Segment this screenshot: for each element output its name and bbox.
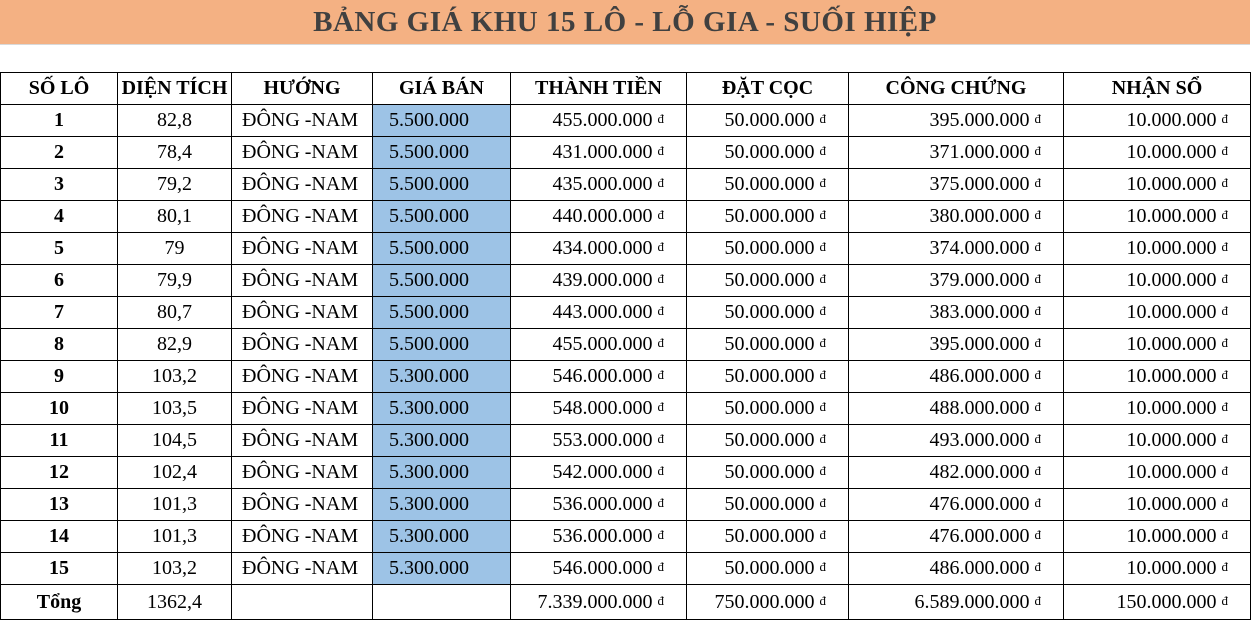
currency-symbol: đ bbox=[657, 431, 664, 446]
cell-deposit[interactable] bbox=[687, 137, 849, 169]
cell-receive-book-value: 10.000.000 bbox=[1126, 237, 1217, 259]
cell-total-value: 435.000.000 bbox=[552, 173, 653, 195]
page-title: BẢNG GIÁ KHU 15 LÔ - LỖ GIA - SUỐI HIỆP bbox=[313, 5, 937, 38]
totals-price-empty[interactable] bbox=[373, 585, 511, 620]
currency-symbol: đ bbox=[1034, 527, 1041, 542]
cell-notary[interactable] bbox=[849, 297, 1064, 329]
cell-notary-value: 486.000.000 bbox=[929, 557, 1030, 579]
cell-area[interactable]: 104,5 bbox=[118, 425, 232, 457]
currency-symbol: đ bbox=[819, 367, 826, 382]
cell-lot[interactable]: 11 bbox=[1, 425, 118, 457]
currency-symbol: đ bbox=[819, 175, 826, 190]
header-total[interactable]: THÀNH TIỀN bbox=[511, 73, 687, 105]
cell-receive-book[interactable] bbox=[1064, 265, 1251, 297]
cell-notary[interactable] bbox=[849, 329, 1064, 361]
cell-receive-book-value: 10.000.000 bbox=[1126, 269, 1217, 291]
cell-total-value: 548.000.000 bbox=[552, 397, 653, 419]
cell-deposit-value: 50.000.000 bbox=[724, 237, 815, 259]
cell-total-value: 443.000.000 bbox=[552, 301, 653, 323]
cell-price[interactable]: 5.500.000 bbox=[373, 137, 511, 169]
cell-total[interactable] bbox=[511, 393, 687, 425]
cell-notary-value: 482.000.000 bbox=[929, 461, 1030, 483]
cell-lot[interactable]: 12 bbox=[1, 457, 118, 489]
totals-row bbox=[1, 585, 1251, 620]
cell-notary[interactable] bbox=[849, 201, 1064, 233]
cell-receive-book-value: 10.000.000 bbox=[1126, 173, 1217, 195]
header-row bbox=[1, 73, 1251, 105]
cell-total[interactable] bbox=[511, 361, 687, 393]
currency-symbol: đ bbox=[819, 527, 826, 542]
cell-area[interactable]: 79,9 bbox=[118, 265, 232, 297]
currency-symbol: đ bbox=[657, 495, 664, 510]
table-body bbox=[1, 105, 1251, 585]
cell-total[interactable] bbox=[511, 265, 687, 297]
currency-symbol: đ bbox=[1034, 303, 1041, 318]
cell-receive-book-value: 10.000.000 bbox=[1126, 557, 1217, 579]
cell-price[interactable]: 5.300.000 bbox=[373, 393, 511, 425]
cell-notary[interactable] bbox=[849, 553, 1064, 585]
table-row bbox=[1, 265, 1251, 297]
cell-lot[interactable]: 2 bbox=[1, 137, 118, 169]
cell-price[interactable]: 5.500.000 bbox=[373, 201, 511, 233]
table-row bbox=[1, 457, 1251, 489]
cell-receive-book[interactable] bbox=[1064, 233, 1251, 265]
cell-price[interactable]: 5.500.000 bbox=[373, 297, 511, 329]
cell-deposit[interactable] bbox=[687, 361, 849, 393]
cell-total[interactable] bbox=[511, 425, 687, 457]
cell-price[interactable]: 5.500.000 bbox=[373, 105, 511, 137]
cell-direction[interactable]: ĐÔNG -NAM bbox=[232, 425, 373, 457]
cell-total[interactable] bbox=[511, 233, 687, 265]
currency-symbol: đ bbox=[657, 463, 664, 478]
cell-area[interactable]: 80,1 bbox=[118, 201, 232, 233]
cell-direction[interactable]: ĐÔNG -NAM bbox=[232, 265, 373, 297]
cell-deposit-value: 50.000.000 bbox=[724, 429, 815, 451]
cell-direction[interactable]: ĐÔNG -NAM bbox=[232, 361, 373, 393]
table-row bbox=[1, 489, 1251, 521]
cell-deposit[interactable] bbox=[687, 329, 849, 361]
cell-lot[interactable]: 5 bbox=[1, 233, 118, 265]
cell-total[interactable] bbox=[511, 105, 687, 137]
cell-direction[interactable]: ĐÔNG -NAM bbox=[232, 137, 373, 169]
cell-notary[interactable] bbox=[849, 265, 1064, 297]
cell-receive-book-value: 10.000.000 bbox=[1126, 109, 1217, 131]
cell-receive-book-value: 10.000.000 bbox=[1126, 301, 1217, 323]
cell-receive-book-value: 10.000.000 bbox=[1126, 397, 1217, 419]
header-receive-book[interactable]: NHẬN SỔ bbox=[1064, 73, 1251, 105]
currency-symbol: đ bbox=[657, 592, 664, 608]
cell-area[interactable]: 103,2 bbox=[118, 361, 232, 393]
cell-direction[interactable]: ĐÔNG -NAM bbox=[232, 233, 373, 265]
cell-receive-book[interactable] bbox=[1064, 553, 1251, 585]
currency-symbol: đ bbox=[819, 463, 826, 478]
cell-notary-value: 486.000.000 bbox=[929, 365, 1030, 387]
table-row bbox=[1, 329, 1251, 361]
cell-lot[interactable]: 7 bbox=[1, 297, 118, 329]
price-table bbox=[0, 72, 1251, 620]
cell-direction[interactable]: ĐÔNG -NAM bbox=[232, 297, 373, 329]
currency-symbol: đ bbox=[1221, 367, 1228, 382]
currency-symbol: đ bbox=[1034, 399, 1041, 414]
cell-notary[interactable] bbox=[849, 489, 1064, 521]
cell-total-value: 553.000.000 bbox=[552, 429, 653, 451]
cell-receive-book[interactable] bbox=[1064, 457, 1251, 489]
currency-symbol: đ bbox=[657, 367, 664, 382]
currency-symbol: đ bbox=[1221, 463, 1228, 478]
cell-notary-value: 476.000.000 bbox=[929, 525, 1030, 547]
currency-symbol: đ bbox=[1221, 495, 1228, 510]
cell-area[interactable]: 80,7 bbox=[118, 297, 232, 329]
currency-symbol: đ bbox=[1221, 239, 1228, 254]
cell-direction[interactable]: ĐÔNG -NAM bbox=[232, 169, 373, 201]
cell-total[interactable] bbox=[511, 553, 687, 585]
cell-lot[interactable]: 8 bbox=[1, 329, 118, 361]
totals-notary[interactable] bbox=[849, 585, 1064, 620]
cell-price[interactable]: 5.500.000 bbox=[373, 233, 511, 265]
cell-total[interactable] bbox=[511, 297, 687, 329]
currency-symbol: đ bbox=[819, 592, 826, 608]
cell-total-value: 542.000.000 bbox=[552, 461, 653, 483]
currency-symbol: đ bbox=[657, 335, 664, 350]
header-deposit[interactable]: ĐẶT CỌC bbox=[687, 73, 849, 105]
cell-receive-book-value: 10.000.000 bbox=[1126, 141, 1217, 163]
cell-total[interactable] bbox=[511, 521, 687, 553]
cell-notary[interactable] bbox=[849, 169, 1064, 201]
cell-deposit-value: 50.000.000 bbox=[724, 493, 815, 515]
cell-receive-book-value: 10.000.000 bbox=[1126, 333, 1217, 355]
cell-area[interactable]: 79 bbox=[118, 233, 232, 265]
cell-price[interactable]: 5.300.000 bbox=[373, 553, 511, 585]
totals-receive-book[interactable] bbox=[1064, 585, 1251, 620]
cell-deposit-value: 50.000.000 bbox=[724, 333, 815, 355]
cell-direction[interactable]: ĐÔNG -NAM bbox=[232, 393, 373, 425]
cell-receive-book[interactable] bbox=[1064, 489, 1251, 521]
currency-symbol: đ bbox=[1034, 592, 1041, 608]
cell-notary[interactable] bbox=[849, 361, 1064, 393]
cell-area[interactable]: 101,3 bbox=[118, 521, 232, 553]
currency-symbol: đ bbox=[1221, 303, 1228, 318]
cell-receive-book[interactable] bbox=[1064, 137, 1251, 169]
cell-receive-book[interactable] bbox=[1064, 393, 1251, 425]
currency-symbol: đ bbox=[819, 271, 826, 286]
currency-symbol: đ bbox=[1221, 143, 1228, 158]
cell-receive-book[interactable] bbox=[1064, 361, 1251, 393]
cell-lot[interactable]: 3 bbox=[1, 169, 118, 201]
cell-notary[interactable] bbox=[849, 457, 1064, 489]
totals-deposit-value: 750.000.000 bbox=[714, 590, 815, 613]
cell-area[interactable]: 103,5 bbox=[118, 393, 232, 425]
cell-deposit[interactable] bbox=[687, 457, 849, 489]
currency-symbol: đ bbox=[1034, 175, 1041, 190]
cell-direction[interactable]: ĐÔNG -NAM bbox=[232, 489, 373, 521]
currency-symbol: đ bbox=[1034, 367, 1041, 382]
cell-deposit[interactable] bbox=[687, 105, 849, 137]
cell-deposit[interactable] bbox=[687, 393, 849, 425]
currency-symbol: đ bbox=[1034, 463, 1041, 478]
currency-symbol: đ bbox=[657, 303, 664, 318]
cell-deposit[interactable] bbox=[687, 201, 849, 233]
currency-symbol: đ bbox=[657, 559, 664, 574]
table-row bbox=[1, 137, 1251, 169]
currency-symbol: đ bbox=[1221, 592, 1228, 608]
cell-total[interactable] bbox=[511, 169, 687, 201]
currency-symbol: đ bbox=[1034, 559, 1041, 574]
currency-symbol: đ bbox=[1221, 527, 1228, 542]
cell-total-value: 536.000.000 bbox=[552, 493, 653, 515]
cell-deposit-value: 50.000.000 bbox=[724, 525, 815, 547]
currency-symbol: đ bbox=[819, 399, 826, 414]
cell-area[interactable]: 102,4 bbox=[118, 457, 232, 489]
cell-notary[interactable] bbox=[849, 137, 1064, 169]
cell-notary-value: 395.000.000 bbox=[929, 333, 1030, 355]
cell-total-value: 455.000.000 bbox=[552, 109, 653, 131]
cell-receive-book-value: 10.000.000 bbox=[1126, 205, 1217, 227]
cell-receive-book-value: 10.000.000 bbox=[1126, 429, 1217, 451]
cell-notary-value: 493.000.000 bbox=[929, 429, 1030, 451]
cell-deposit-value: 50.000.000 bbox=[724, 365, 815, 387]
cell-direction[interactable]: ĐÔNG -NAM bbox=[232, 105, 373, 137]
currency-symbol: đ bbox=[1034, 271, 1041, 286]
currency-symbol: đ bbox=[1034, 143, 1041, 158]
cell-direction[interactable]: ĐÔNG -NAM bbox=[232, 457, 373, 489]
cell-deposit-value: 50.000.000 bbox=[724, 461, 815, 483]
currency-symbol: đ bbox=[657, 239, 664, 254]
cell-notary[interactable] bbox=[849, 393, 1064, 425]
cell-lot[interactable]: 9 bbox=[1, 361, 118, 393]
cell-total-value: 536.000.000 bbox=[552, 525, 653, 547]
currency-symbol: đ bbox=[1221, 559, 1228, 574]
totals-deposit[interactable] bbox=[687, 585, 849, 620]
table-row bbox=[1, 169, 1251, 201]
currency-symbol: đ bbox=[1034, 207, 1041, 222]
currency-symbol: đ bbox=[1034, 239, 1041, 254]
cell-lot[interactable]: 13 bbox=[1, 489, 118, 521]
currency-symbol: đ bbox=[657, 271, 664, 286]
cell-total-value: 439.000.000 bbox=[552, 269, 653, 291]
cell-area[interactable]: 82,8 bbox=[118, 105, 232, 137]
cell-direction[interactable]: ĐÔNG -NAM bbox=[232, 201, 373, 233]
cell-total[interactable] bbox=[511, 329, 687, 361]
cell-notary-value: 374.000.000 bbox=[929, 237, 1030, 259]
cell-area[interactable]: 103,2 bbox=[118, 553, 232, 585]
currency-symbol: đ bbox=[1221, 175, 1228, 190]
cell-notary-value: 371.000.000 bbox=[929, 141, 1030, 163]
currency-symbol: đ bbox=[819, 143, 826, 158]
cell-total-value: 431.000.000 bbox=[552, 141, 653, 163]
cell-receive-book[interactable] bbox=[1064, 105, 1251, 137]
cell-total-value: 440.000.000 bbox=[552, 205, 653, 227]
currency-symbol: đ bbox=[657, 143, 664, 158]
cell-total[interactable] bbox=[511, 457, 687, 489]
cell-notary-value: 383.000.000 bbox=[929, 301, 1030, 323]
cell-deposit-value: 50.000.000 bbox=[724, 205, 815, 227]
currency-symbol: đ bbox=[657, 207, 664, 222]
cell-area[interactable]: 79,2 bbox=[118, 169, 232, 201]
table-row bbox=[1, 521, 1251, 553]
cell-lot[interactable]: 10 bbox=[1, 393, 118, 425]
cell-notary-value: 375.000.000 bbox=[929, 173, 1030, 195]
cell-direction[interactable]: ĐÔNG -NAM bbox=[232, 329, 373, 361]
currency-symbol: đ bbox=[819, 495, 826, 510]
currency-symbol: đ bbox=[819, 111, 826, 126]
cell-notary[interactable] bbox=[849, 105, 1064, 137]
table-row bbox=[1, 425, 1251, 457]
cell-total[interactable] bbox=[511, 489, 687, 521]
cell-total-value: 434.000.000 bbox=[552, 237, 653, 259]
currency-symbol: đ bbox=[1034, 431, 1041, 446]
cell-receive-book[interactable] bbox=[1064, 169, 1251, 201]
cell-price[interactable]: 5.300.000 bbox=[373, 425, 511, 457]
cell-price[interactable]: 5.500.000 bbox=[373, 265, 511, 297]
cell-total-value: 455.000.000 bbox=[552, 333, 653, 355]
totals-direction-empty[interactable] bbox=[232, 585, 373, 620]
cell-deposit[interactable] bbox=[687, 169, 849, 201]
cell-notary-value: 476.000.000 bbox=[929, 493, 1030, 515]
cell-receive-book[interactable] bbox=[1064, 425, 1251, 457]
cell-deposit-value: 50.000.000 bbox=[724, 301, 815, 323]
table-row bbox=[1, 393, 1251, 425]
cell-notary-value: 488.000.000 bbox=[929, 397, 1030, 419]
cell-total-value: 546.000.000 bbox=[552, 365, 653, 387]
cell-area[interactable]: 101,3 bbox=[118, 489, 232, 521]
cell-price[interactable]: 5.300.000 bbox=[373, 457, 511, 489]
cell-deposit[interactable] bbox=[687, 265, 849, 297]
cell-deposit[interactable] bbox=[687, 521, 849, 553]
cell-receive-book[interactable] bbox=[1064, 297, 1251, 329]
cell-lot[interactable]: 4 bbox=[1, 201, 118, 233]
cell-area[interactable]: 82,9 bbox=[118, 329, 232, 361]
currency-symbol: đ bbox=[657, 527, 664, 542]
currency-symbol: đ bbox=[819, 431, 826, 446]
currency-symbol: đ bbox=[1034, 495, 1041, 510]
cell-deposit[interactable] bbox=[687, 489, 849, 521]
currency-symbol: đ bbox=[1221, 335, 1228, 350]
totals-label[interactable]: Tổng bbox=[1, 585, 118, 620]
cell-notary-value: 380.000.000 bbox=[929, 205, 1030, 227]
cell-receive-book-value: 10.000.000 bbox=[1126, 493, 1217, 515]
cell-receive-book-value: 10.000.000 bbox=[1126, 525, 1217, 547]
currency-symbol: đ bbox=[1034, 335, 1041, 350]
cell-direction[interactable]: ĐÔNG -NAM bbox=[232, 521, 373, 553]
cell-notary[interactable] bbox=[849, 233, 1064, 265]
currency-symbol: đ bbox=[657, 175, 664, 190]
cell-price[interactable]: 5.300.000 bbox=[373, 521, 511, 553]
currency-symbol: đ bbox=[1221, 271, 1228, 286]
cell-receive-book[interactable] bbox=[1064, 521, 1251, 553]
cell-notary-value: 395.000.000 bbox=[929, 109, 1030, 131]
currency-symbol: đ bbox=[819, 207, 826, 222]
totals-total[interactable] bbox=[511, 585, 687, 620]
currency-symbol: đ bbox=[1221, 399, 1228, 414]
totals-notary-value: 6.589.000.000 bbox=[914, 590, 1030, 613]
cell-total[interactable] bbox=[511, 201, 687, 233]
cell-deposit-value: 50.000.000 bbox=[724, 109, 815, 131]
table-row bbox=[1, 105, 1251, 137]
cell-deposit[interactable] bbox=[687, 297, 849, 329]
table-row bbox=[1, 361, 1251, 393]
cell-deposit-value: 50.000.000 bbox=[724, 141, 815, 163]
title-banner[interactable] bbox=[0, 0, 1250, 45]
cell-notary[interactable] bbox=[849, 521, 1064, 553]
currency-symbol: đ bbox=[657, 111, 664, 126]
cell-total[interactable] bbox=[511, 137, 687, 169]
cell-price[interactable]: 5.300.000 bbox=[373, 489, 511, 521]
header-notary[interactable]: CÔNG CHỨNG bbox=[849, 73, 1064, 105]
cell-deposit[interactable] bbox=[687, 233, 849, 265]
currency-symbol: đ bbox=[819, 239, 826, 254]
header-area[interactable]: DIỆN TÍCH bbox=[118, 73, 232, 105]
currency-symbol: đ bbox=[819, 303, 826, 318]
cell-notary-value: 379.000.000 bbox=[929, 269, 1030, 291]
cell-area[interactable]: 78,4 bbox=[118, 137, 232, 169]
currency-symbol: đ bbox=[1034, 111, 1041, 126]
table-row bbox=[1, 553, 1251, 585]
cell-price[interactable]: 5.300.000 bbox=[373, 361, 511, 393]
blank-row[interactable] bbox=[0, 45, 1250, 72]
header-price[interactable]: GIÁ BÁN bbox=[373, 73, 511, 105]
cell-lot[interactable]: 1 bbox=[1, 105, 118, 137]
cell-receive-book-value: 10.000.000 bbox=[1126, 365, 1217, 387]
cell-price[interactable]: 5.500.000 bbox=[373, 169, 511, 201]
currency-symbol: đ bbox=[1221, 207, 1228, 222]
header-lot[interactable]: SỐ LÔ bbox=[1, 73, 118, 105]
cell-lot[interactable]: 15 bbox=[1, 553, 118, 585]
cell-deposit-value: 50.000.000 bbox=[724, 173, 815, 195]
table-row bbox=[1, 201, 1251, 233]
currency-symbol: đ bbox=[657, 399, 664, 414]
totals-area[interactable]: 1362,4 bbox=[118, 585, 232, 620]
cell-deposit-value: 50.000.000 bbox=[724, 397, 815, 419]
currency-symbol: đ bbox=[819, 335, 826, 350]
cell-notary[interactable] bbox=[849, 425, 1064, 457]
totals-receive-book-value: 150.000.000 bbox=[1116, 590, 1217, 613]
cell-receive-book-value: 10.000.000 bbox=[1126, 461, 1217, 483]
cell-total-value: 546.000.000 bbox=[552, 557, 653, 579]
cell-deposit-value: 50.000.000 bbox=[724, 269, 815, 291]
cell-lot[interactable]: 6 bbox=[1, 265, 118, 297]
cell-price[interactable]: 5.500.000 bbox=[373, 329, 511, 361]
totals-total-value: 7.339.000.000 bbox=[537, 590, 653, 613]
table-row bbox=[1, 233, 1251, 265]
cell-deposit[interactable] bbox=[687, 553, 849, 585]
cell-direction[interactable]: ĐÔNG -NAM bbox=[232, 553, 373, 585]
currency-symbol: đ bbox=[1221, 111, 1228, 126]
table-row bbox=[1, 297, 1251, 329]
cell-deposit-value: 50.000.000 bbox=[724, 557, 815, 579]
currency-symbol: đ bbox=[1221, 431, 1228, 446]
cell-lot[interactable]: 14 bbox=[1, 521, 118, 553]
cell-receive-book[interactable] bbox=[1064, 329, 1251, 361]
cell-receive-book[interactable] bbox=[1064, 201, 1251, 233]
cell-deposit[interactable] bbox=[687, 425, 849, 457]
currency-symbol: đ bbox=[819, 559, 826, 574]
header-direction[interactable]: HƯỚNG bbox=[232, 73, 373, 105]
